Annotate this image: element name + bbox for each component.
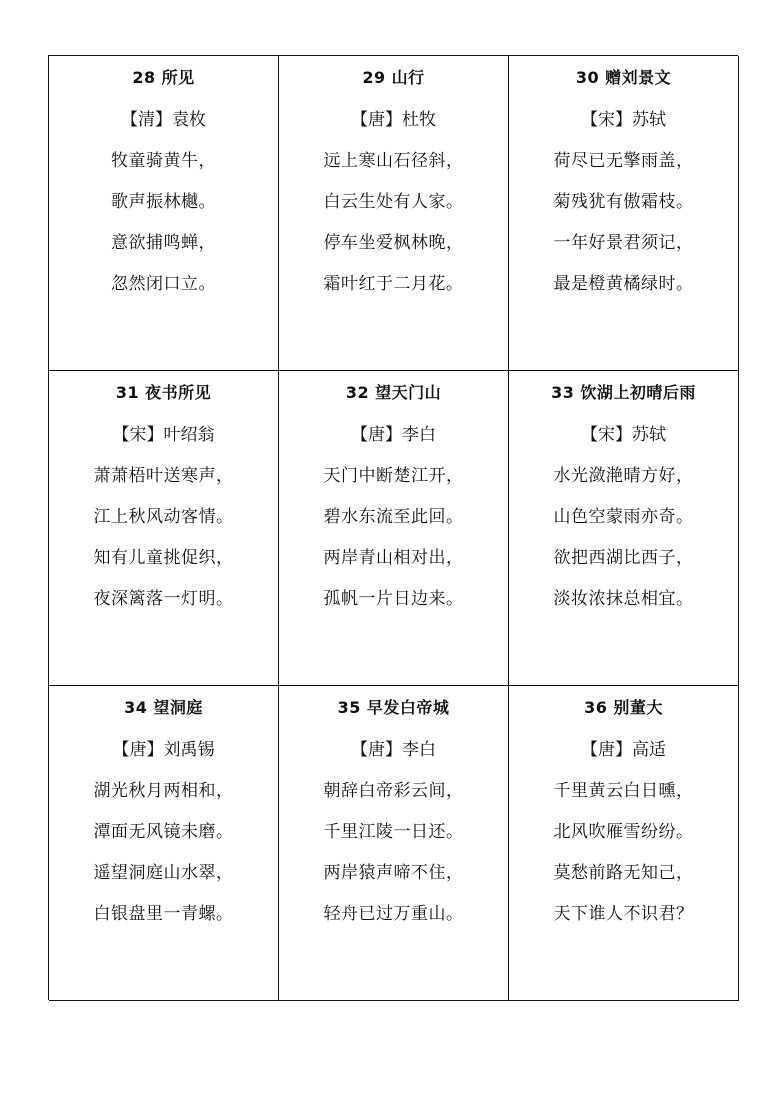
poem-line: 轻舟已过万重山。 bbox=[323, 904, 464, 924]
poem-line: 歌声振林樾。 bbox=[111, 192, 216, 212]
poem-author: 【唐】刘禹锡 bbox=[112, 740, 215, 760]
poem-line: 牧童骑黄牛， bbox=[111, 151, 216, 171]
poem-title: 34 望洞庭 bbox=[124, 698, 203, 717]
poem-author: 【唐】李白 bbox=[351, 425, 436, 445]
poem-title: 31 夜书所见 bbox=[115, 383, 212, 402]
poem-line: 两岸猿声啼不住， bbox=[323, 863, 464, 883]
poem-line: 萧萧梧叶送寒声， bbox=[93, 466, 234, 486]
poem-author: 【唐】杜牧 bbox=[351, 110, 436, 130]
poem-title: 29 山行 bbox=[362, 68, 425, 87]
poem-title: 30 赠刘景文 bbox=[575, 68, 672, 87]
poem-line: 意欲捕鸣蝉， bbox=[111, 233, 216, 253]
poem-line: 霜叶红于二月花。 bbox=[323, 274, 464, 294]
poem-line: 千里黄云白日曛， bbox=[553, 781, 694, 801]
poem-title: 36 别董大 bbox=[584, 698, 663, 717]
poem-author: 【宋】苏轼 bbox=[581, 110, 666, 130]
poem-card bbox=[49, 686, 279, 1001]
poem-line: 淡妆浓抹总相宜。 bbox=[553, 589, 694, 609]
poem-line: 北风吹雁雪纷纷。 bbox=[553, 822, 694, 842]
poem-line: 荷尽已无擎雨盖， bbox=[553, 151, 694, 171]
poem-line: 夜深篱落一灯明。 bbox=[93, 589, 234, 609]
poem-title: 32 望天门山 bbox=[345, 383, 442, 402]
poem-line: 碧水东流至此回。 bbox=[323, 507, 464, 527]
poem-card-grid bbox=[48, 55, 738, 1000]
poem-author: 【唐】李白 bbox=[351, 740, 436, 760]
poem-line: 欲把西湖比西子， bbox=[553, 548, 694, 568]
poem-line: 两岸青山相对出， bbox=[323, 548, 464, 568]
poem-line: 白银盘里一青螺。 bbox=[93, 904, 234, 924]
poem-line: 湖光秋月两相和， bbox=[93, 781, 234, 801]
poem-author: 【清】袁枚 bbox=[121, 110, 206, 130]
poem-line: 莫愁前路无知己， bbox=[553, 863, 694, 883]
poem-card bbox=[509, 371, 739, 686]
poem-line: 潭面无风镜未磨。 bbox=[93, 822, 234, 842]
poem-card bbox=[279, 56, 509, 371]
poem-card bbox=[279, 371, 509, 686]
poem-card bbox=[509, 56, 739, 371]
poem-card bbox=[509, 686, 739, 1001]
poem-line: 山色空蒙雨亦奇。 bbox=[553, 507, 694, 527]
poem-card bbox=[279, 686, 509, 1001]
poem-line: 知有儿童挑促织， bbox=[93, 548, 234, 568]
poem-author: 【宋】叶绍翁 bbox=[112, 425, 215, 445]
poem-title: 33 饮湖上初晴后雨 bbox=[551, 383, 696, 402]
poem-line: 孤帆一片日边来。 bbox=[323, 589, 464, 609]
poem-line: 白云生处有人家。 bbox=[323, 192, 464, 212]
poem-author: 【宋】苏轼 bbox=[581, 425, 666, 445]
poem-line: 最是橙黄橘绿时。 bbox=[553, 274, 694, 294]
poem-line: 江上秋风动客情。 bbox=[93, 507, 234, 527]
poem-line: 忽然闭口立。 bbox=[111, 274, 216, 294]
poem-title: 35 早发白帝城 bbox=[337, 698, 450, 717]
poem-line: 一年好景君须记， bbox=[553, 233, 694, 253]
poem-line: 停车坐爱枫林晚， bbox=[323, 233, 464, 253]
poem-card bbox=[49, 371, 279, 686]
poem-line: 水光潋滟晴方好， bbox=[553, 466, 694, 486]
poem-line: 菊残犹有傲霜枝。 bbox=[553, 192, 694, 212]
poem-line: 天门中断楚江开， bbox=[323, 466, 464, 486]
poem-card bbox=[49, 56, 279, 371]
poem-title: 28 所见 bbox=[132, 68, 195, 87]
poem-line: 天下谁人不识君？ bbox=[553, 904, 694, 924]
poem-line: 朝辞白帝彩云间， bbox=[323, 781, 464, 801]
poem-author: 【唐】高适 bbox=[581, 740, 666, 760]
poem-line: 远上寒山石径斜， bbox=[323, 151, 464, 171]
poem-line: 千里江陵一日还。 bbox=[323, 822, 464, 842]
poem-line: 遥望洞庭山水翠， bbox=[93, 863, 234, 883]
